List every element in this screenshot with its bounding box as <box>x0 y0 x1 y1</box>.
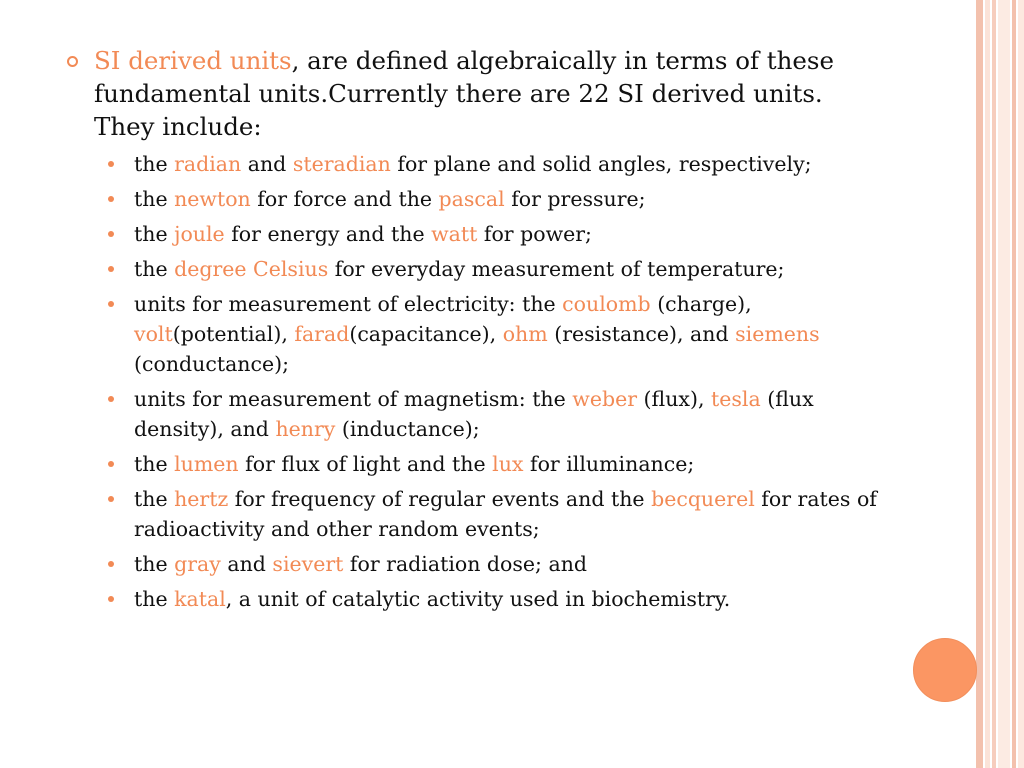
bullet-dot-icon <box>108 266 114 272</box>
list-item <box>64 289 884 379</box>
item-text: for pressure; <box>504 187 646 211</box>
item-text: the <box>134 222 175 246</box>
item-text: (conductance); <box>134 352 290 376</box>
unit-term: siemens <box>735 322 820 346</box>
unit-term: watt <box>431 222 478 246</box>
bullet-dot-icon <box>108 161 114 167</box>
list-item <box>64 484 884 544</box>
item-text: the <box>134 552 175 576</box>
list-item <box>64 384 884 444</box>
list-item <box>64 219 884 249</box>
unit-term: pascal <box>438 187 505 211</box>
bullet-dot-icon <box>108 231 114 237</box>
unit-term: ohm <box>502 322 548 346</box>
item-text: , a unit of catalytic activity used in biochemistry. <box>225 587 731 611</box>
sub-bullet-list <box>64 149 884 614</box>
unit-term: gray <box>174 552 221 576</box>
bullet-dot-icon <box>108 396 114 402</box>
unit-term: lux <box>492 452 524 476</box>
item-text: the <box>134 452 175 476</box>
item-text: the <box>134 587 175 611</box>
list-item <box>64 549 884 579</box>
unit-term: sievert <box>272 552 344 576</box>
item-text: for rates of radioactivity and other random events; <box>134 487 877 541</box>
unit-term: steradian <box>292 152 391 176</box>
unit-term: radian <box>174 152 242 176</box>
item-text: (capacitance), <box>349 322 503 346</box>
unit-term: lumen <box>174 452 239 476</box>
unit-term: volt <box>134 322 173 346</box>
bullet-dot-icon <box>108 561 114 567</box>
stripe <box>1018 0 1024 768</box>
decorative-circle <box>913 638 977 702</box>
main-bullet <box>64 44 884 143</box>
item-text: the <box>134 187 175 211</box>
item-text: for energy and the <box>224 222 432 246</box>
unit-term: hertz <box>174 487 229 511</box>
item-text: units for measurement of magnetism: the <box>134 387 573 411</box>
unit-term: degree Celsius <box>174 257 329 281</box>
unit-term: joule <box>174 222 225 246</box>
item-text: (flux), <box>637 387 712 411</box>
item-text: and <box>241 152 293 176</box>
item-text: the <box>134 152 175 176</box>
item-text: the <box>134 257 175 281</box>
item-text: for illuminance; <box>523 452 695 476</box>
item-text: (resistance), and <box>547 322 736 346</box>
stripe <box>1012 0 1016 768</box>
stripe <box>992 0 996 768</box>
lead-text: , are defined algebraically in terms of these fundamental units.Currently there are 22 SI derived units. They include: <box>94 46 835 141</box>
decorative-stripes <box>976 0 1024 768</box>
unit-term: weber <box>572 387 638 411</box>
ring-bullet-icon <box>67 56 78 67</box>
slide-content <box>64 44 884 619</box>
unit-term: farad <box>294 322 350 346</box>
bullet-dot-icon <box>108 496 114 502</box>
item-text: for radiation dose; and <box>343 552 588 576</box>
unit-term: coulomb <box>562 292 651 316</box>
item-text: and <box>220 552 273 576</box>
unit-term: tesla <box>711 387 761 411</box>
item-text: for force and the <box>250 187 439 211</box>
item-text: for plane and solid angles, respectively; <box>390 152 812 176</box>
bullet-dot-icon <box>108 301 114 307</box>
item-text: (charge), <box>650 292 752 316</box>
item-text: for frequency of regular events and the <box>228 487 652 511</box>
unit-term: henry <box>275 417 336 441</box>
item-text: (inductance); <box>335 417 480 441</box>
bullet-dot-icon <box>108 596 114 602</box>
item-text: the <box>134 487 175 511</box>
stripe <box>998 0 1010 768</box>
unit-term: newton <box>174 187 251 211</box>
item-text: (flux density), and <box>134 387 814 441</box>
item-text: for flux of light and the <box>238 452 493 476</box>
highlighted-term: SI derived units <box>94 46 292 75</box>
item-text: for power; <box>477 222 592 246</box>
list-item <box>64 184 884 214</box>
stripe <box>985 0 990 768</box>
bullet-dot-icon <box>108 196 114 202</box>
unit-term: becquerel <box>651 487 755 511</box>
unit-term: katal <box>174 587 226 611</box>
item-text: units for measurement of electricity: the <box>134 292 563 316</box>
list-item <box>64 149 884 179</box>
item-text: (potential), <box>172 322 295 346</box>
bullet-dot-icon <box>108 461 114 467</box>
list-item <box>64 254 884 284</box>
item-text: for everyday measurement of temperature; <box>328 257 785 281</box>
stripe <box>976 0 983 768</box>
list-item <box>64 584 884 614</box>
list-item <box>64 449 884 479</box>
